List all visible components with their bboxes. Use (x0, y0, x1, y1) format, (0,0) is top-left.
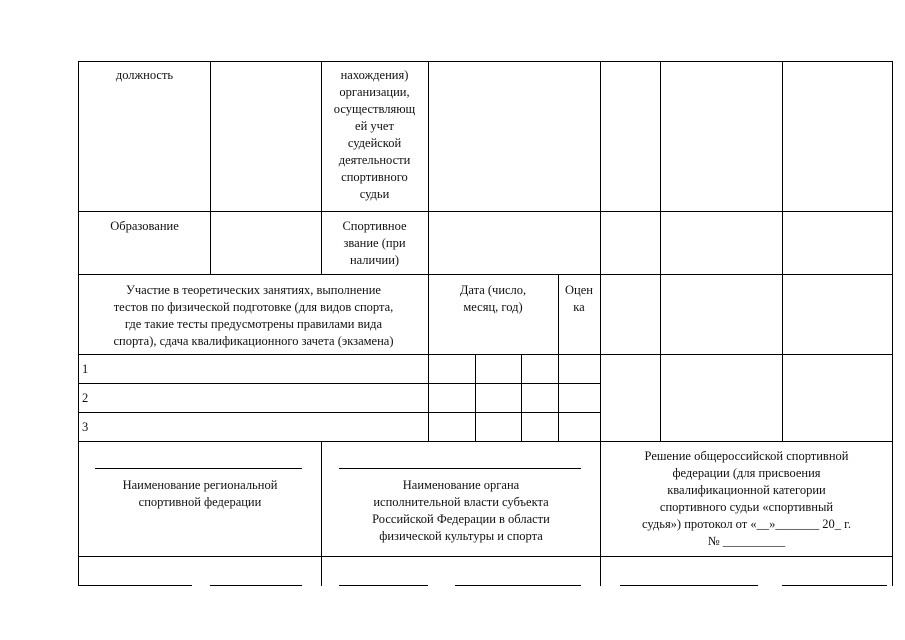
table-right-border (892, 61, 893, 586)
signature-line (210, 585, 302, 586)
row-number: 2 (82, 391, 89, 405)
federation-decision-caption: Решение общероссийской спортивной федерации (для присвоения квалификационной категории спортивного судьи «спортивный судья») протокол от «__»_______ 20_ г. № __________ (642, 449, 851, 548)
position-label: должность (115, 68, 174, 82)
date-header: Дата (число, месяц, год) (459, 283, 527, 314)
sport-title-header: Спортивное звание (при наличии) (342, 219, 407, 267)
column-divider (210, 61, 211, 274)
row-divider (78, 556, 893, 557)
education-label: Образование (110, 219, 179, 233)
row-divider (78, 354, 893, 355)
signature-line-top (339, 468, 581, 469)
table-top-border (78, 61, 893, 62)
grade-header: Оцен ка (565, 283, 593, 314)
column-divider (428, 61, 429, 274)
signature-line (782, 585, 887, 586)
signature-line (455, 585, 581, 586)
column-divider (782, 61, 783, 441)
signature-line (79, 585, 192, 586)
organization-location-header: нахождения) организации, осуществляющ ей учет судейской деятельности спортивного судьи (333, 68, 416, 201)
row-divider (78, 211, 893, 212)
regional-federation-caption: Наименование региональной спортивной федерации (122, 478, 278, 509)
row-number: 3 (82, 420, 89, 434)
executive-body-caption: Наименование органа исполнительной власти субъекта Российской Федерации в области физической культуры и спорта (372, 478, 550, 543)
row-number: 1 (82, 362, 89, 376)
column-divider (521, 354, 522, 441)
column-divider (660, 61, 661, 441)
participation-header: Участие в теоретических занятиях, выполнение тестов по физической подготовке (для видов спорта, где такие тесты предусмотрены правилами вида спорта), сдача квалификационного зачета (экзамена) (113, 283, 394, 348)
row-divider (78, 441, 893, 442)
signature-line (339, 585, 428, 586)
signature-line-top (95, 468, 302, 469)
signature-line (620, 585, 758, 586)
row-divider (78, 274, 893, 275)
column-divider (475, 354, 476, 441)
